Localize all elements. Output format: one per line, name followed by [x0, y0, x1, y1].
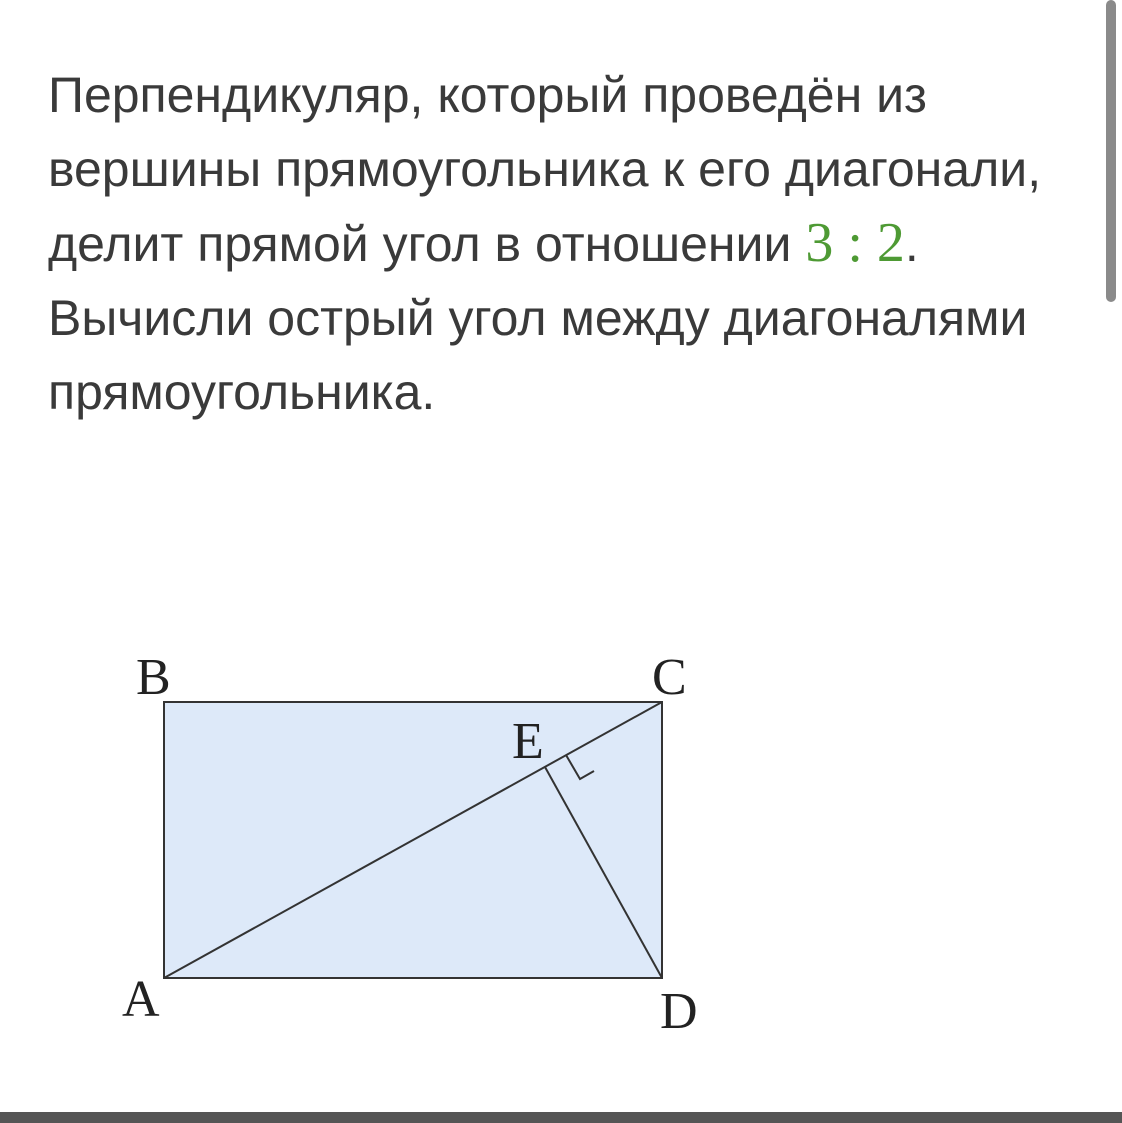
- bottom-bar: [0, 1112, 1122, 1123]
- vertex-label-b: B: [136, 649, 171, 706]
- vertex-label-c: C: [652, 649, 687, 706]
- ratio-value: 3 : 2: [805, 212, 905, 274]
- vertex-label-d: D: [660, 983, 698, 1040]
- problem-paragraph-1: [48, 58, 1048, 281]
- problem-statement: Перпендикуляр, который проведён из вершины прямоугольника к его диагонали, делит прямой угол в отношении: [48, 67, 1042, 272]
- problem-question: Вычисли острый угол между диагоналями прямоугольника.: [48, 290, 1028, 420]
- rectangle-diagram: [0, 600, 760, 1060]
- point-label-e: E: [512, 713, 544, 770]
- vertex-label-a: A: [122, 971, 160, 1028]
- statement-period: .: [904, 216, 919, 272]
- problem-text: [48, 58, 1048, 429]
- scrollbar[interactable]: [1106, 0, 1116, 302]
